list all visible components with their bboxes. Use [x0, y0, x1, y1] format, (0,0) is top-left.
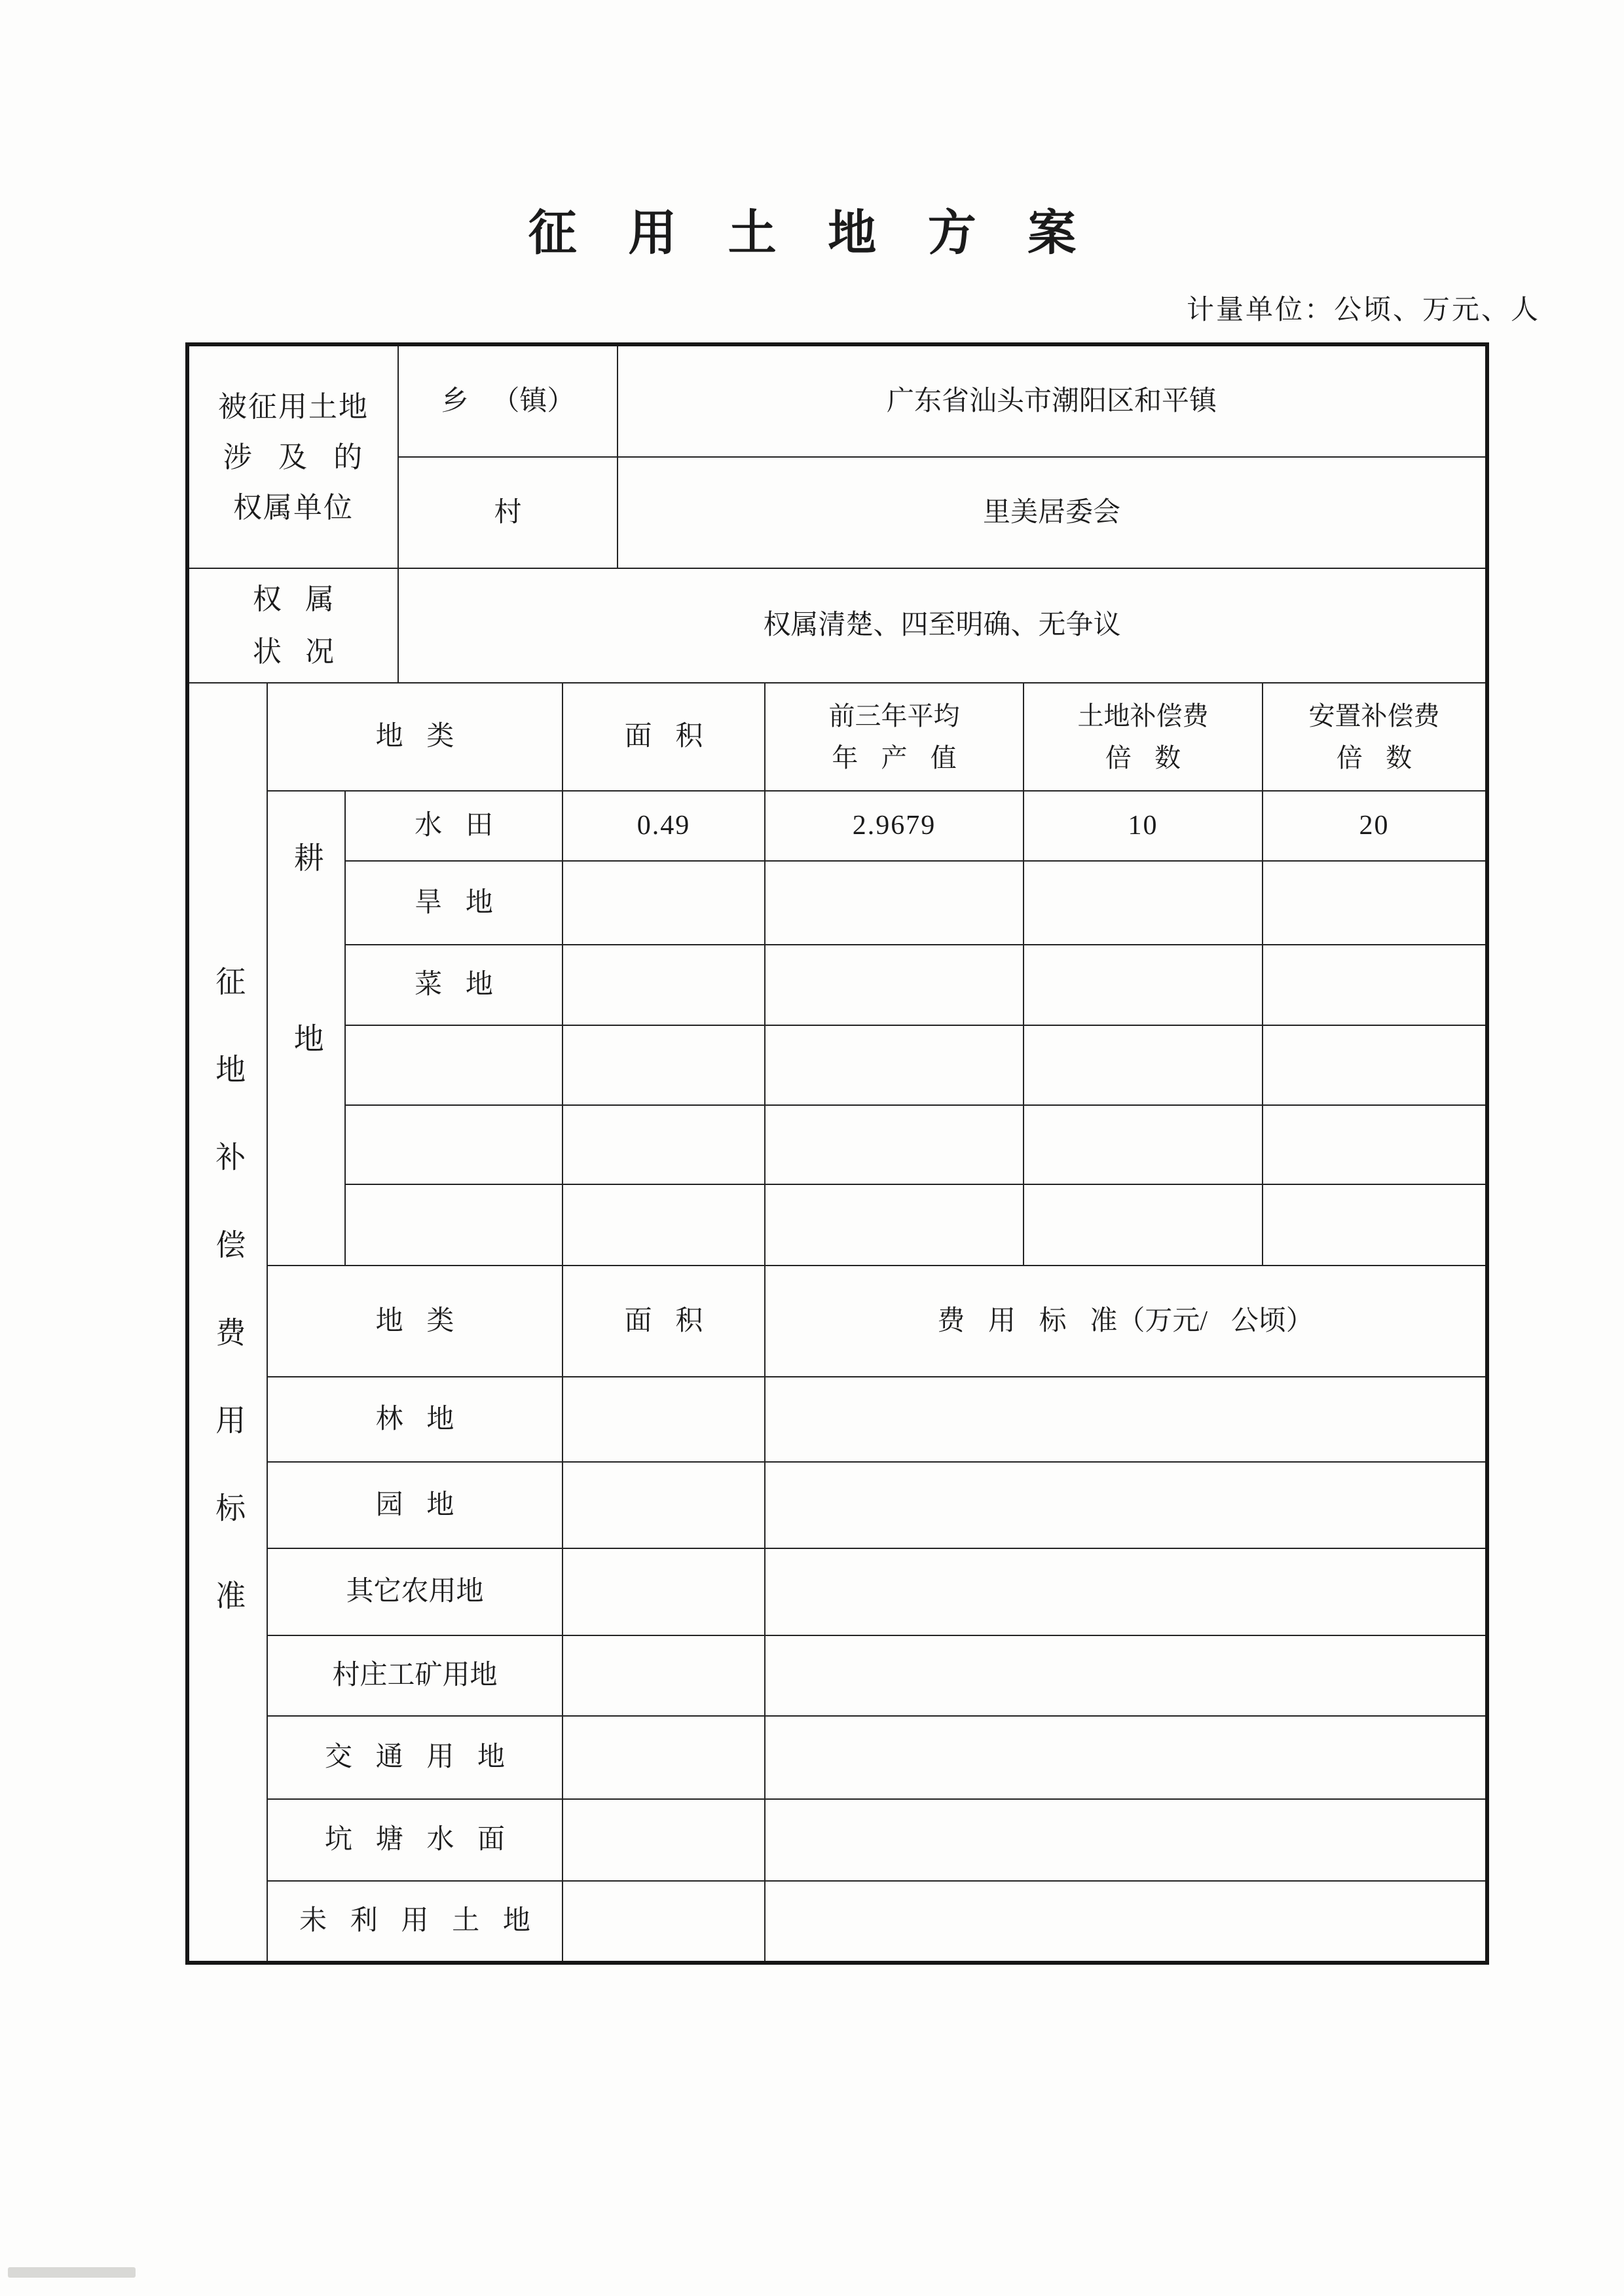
ownership-label-line1: 被征用土地: [218, 390, 369, 423]
avg-output-header-cell: [765, 683, 1024, 791]
ownership-label-line2: 涉 及 的: [223, 441, 364, 473]
garden-fee-cell: [765, 1462, 1487, 1548]
other-agri-area-cell: [563, 1548, 765, 1635]
paddy-land-multiple-cell: 10: [1024, 791, 1263, 861]
fee-standard-header-cell: 费 用 标 准（万元/ 公顷）: [765, 1266, 1487, 1377]
compensation-section-label: 征地补偿费用标准: [212, 966, 246, 1668]
forest-area-cell: [563, 1377, 765, 1462]
paddy-resettle-multiple-cell: 20: [1263, 791, 1487, 861]
pond-water-area-cell: [563, 1799, 765, 1881]
unused-land-label-cell: 未 利 用 土 地: [267, 1881, 563, 1963]
empty-type-cell: [345, 1025, 563, 1105]
transport-land-label-cell: 交 通 用 地: [267, 1716, 563, 1799]
unused-land-area-cell: [563, 1881, 765, 1963]
village-industrial-fee-cell: [765, 1635, 1487, 1716]
row-paddy-field: [187, 791, 1487, 861]
empty-resettle-multiple-cell: [1263, 1105, 1487, 1184]
village-label-cell: 村: [398, 457, 618, 568]
other-agri-label-cell: 其它农用地: [267, 1548, 563, 1635]
row-other-agricultural-land: [187, 1548, 1487, 1635]
ownership-label-line3: 权属单位: [233, 491, 354, 524]
avg-output-header-line2: 年 产 值: [832, 742, 957, 773]
transport-area-cell: [563, 1716, 765, 1799]
dry-resettle-multiple-cell: [1263, 861, 1487, 945]
township-value-cell: 广东省汕头市潮阳区和平镇: [618, 344, 1487, 457]
tenure-value-cell: 权属清楚、四至明确、无争议: [398, 568, 1487, 683]
resettle-comp-header-cell: [1263, 683, 1487, 791]
cultivated-group-label: 耕地: [289, 842, 323, 1204]
transport-fee-cell: [765, 1716, 1487, 1799]
other-landtype-header-cell: 地 类: [267, 1266, 563, 1377]
cultivated-area-header-cell: 面 积: [563, 683, 765, 791]
cultivated-landtype-header-cell: 地 类: [267, 683, 563, 791]
dry-land-label-cell: 旱 地: [345, 861, 563, 945]
empty-land-multiple-cell: [1024, 1025, 1263, 1105]
cultivated-group-label-cell: [267, 791, 345, 1266]
other-agri-fee-cell: [765, 1548, 1487, 1635]
tenure-label-line1: 权 属: [252, 583, 335, 616]
compensation-section-label-cell: [187, 683, 267, 1963]
garden-land-label-cell: 园 地: [267, 1462, 563, 1548]
land-comp-header-line1: 土地补偿费: [1077, 701, 1209, 731]
garden-area-cell: [563, 1462, 765, 1548]
other-land-header-row: [187, 1266, 1487, 1377]
row-cultivated-empty-1: [187, 1025, 1487, 1105]
empty-output-cell: [765, 1025, 1024, 1105]
dry-area-value-cell: [563, 861, 765, 945]
tenure-label-cell: [187, 568, 398, 683]
empty-land-multiple-cell: [1024, 1184, 1263, 1266]
pond-water-fee-cell: [765, 1799, 1487, 1881]
row-forest-land: [187, 1377, 1487, 1462]
empty-type-cell: [345, 1105, 563, 1184]
land-comp-header-cell: [1024, 683, 1263, 791]
empty-resettle-multiple-cell: [1263, 1184, 1487, 1266]
empty-output-cell: [765, 1184, 1024, 1266]
vegetable-output-value-cell: [765, 945, 1024, 1025]
row-village-industrial-land: [187, 1635, 1487, 1716]
township-label-cell: 乡 （镇）: [398, 344, 618, 457]
village-industrial-area-cell: [563, 1635, 765, 1716]
vegetable-land-multiple-cell: [1024, 945, 1263, 1025]
row-vegetable-land: [187, 945, 1487, 1025]
row-garden-land: [187, 1462, 1487, 1548]
row-pond-water-surface: [187, 1799, 1487, 1881]
resettle-comp-header-line1: 安置补偿费: [1308, 701, 1440, 731]
dry-output-value-cell: [765, 861, 1024, 945]
empty-area-cell: [563, 1105, 765, 1184]
vegetable-area-value-cell: [563, 945, 765, 1025]
measurement-unit-note: 计量单位：公顷、万元、人: [1186, 295, 1540, 325]
village-value-cell: 里美居委会: [618, 457, 1487, 568]
dry-land-multiple-cell: [1024, 861, 1263, 945]
empty-land-multiple-cell: [1024, 1105, 1263, 1184]
village-industrial-label-cell: 村庄工矿用地: [267, 1635, 563, 1716]
row-dry-land: [187, 861, 1487, 945]
vegetable-land-label-cell: 菜 地: [345, 945, 563, 1025]
paddy-output-value-cell: 2.9679: [765, 791, 1024, 861]
avg-output-header-line1: 前三年平均: [828, 701, 960, 731]
unused-land-fee-cell: [765, 1881, 1487, 1963]
empty-resettle-multiple-cell: [1263, 1025, 1487, 1105]
row-cultivated-empty-3: [187, 1184, 1487, 1266]
paddy-field-label-cell: 水 田: [345, 791, 563, 861]
paddy-area-value-cell: 0.49: [563, 791, 765, 861]
tenure-row: [187, 568, 1487, 683]
land-requisition-table: [185, 342, 1489, 1965]
ownership-units-label-cell: [187, 344, 398, 568]
cultivated-header-row: [187, 683, 1487, 791]
forest-land-label-cell: 林 地: [267, 1377, 563, 1462]
row-cultivated-empty-2: [187, 1105, 1487, 1184]
scan-artifact-smudge: [8, 2267, 136, 2278]
empty-area-cell: [563, 1184, 765, 1266]
empty-type-cell: [345, 1184, 563, 1266]
township-row: [187, 344, 1487, 457]
forest-fee-cell: [765, 1377, 1487, 1462]
pond-water-label-cell: 坑 塘 水 面: [267, 1799, 563, 1881]
row-unused-land: [187, 1881, 1487, 1963]
empty-area-cell: [563, 1025, 765, 1105]
row-transport-land: [187, 1716, 1487, 1799]
resettle-comp-header-line2: 倍 数: [1336, 742, 1412, 773]
vegetable-resettle-multiple-cell: [1263, 945, 1487, 1025]
other-area-header-cell: 面 积: [563, 1266, 765, 1377]
form-title: 征 用 土 地 方 案: [528, 207, 1096, 261]
tenure-label-line2: 状 况: [252, 635, 335, 668]
land-comp-header-line2: 倍 数: [1105, 742, 1181, 773]
empty-output-cell: [765, 1105, 1024, 1184]
